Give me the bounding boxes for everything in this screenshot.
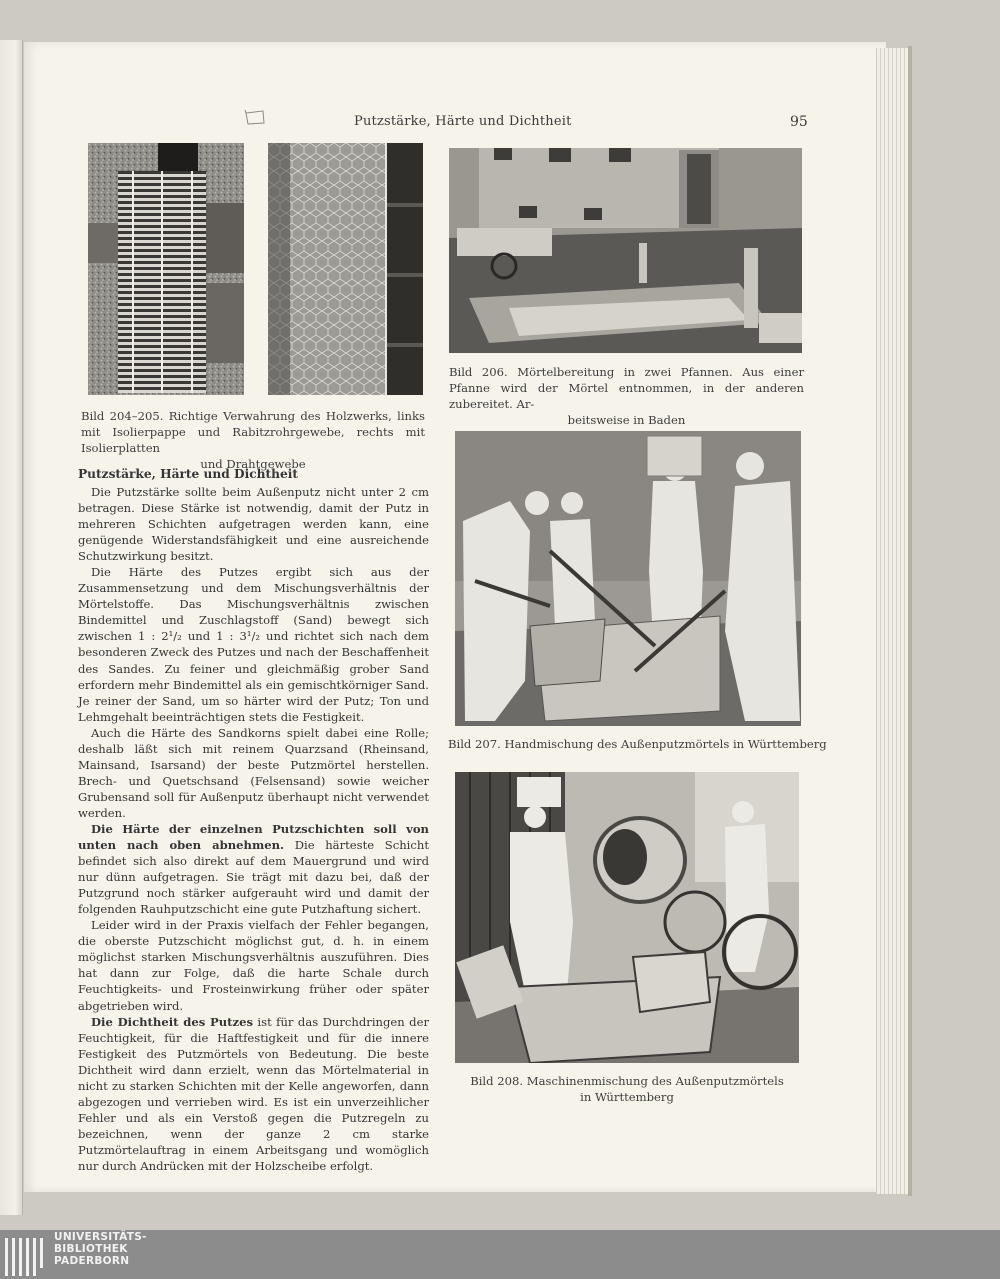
library-name-line: UNIVERSITÄTS-: [54, 1231, 147, 1243]
photo-bild-206: [449, 148, 802, 353]
emphasis: Die Dichtheit des Putzes: [91, 1014, 254, 1029]
book-cover-edge: [908, 46, 912, 1196]
paragraph: Die Putzstärke sollte beim Außenputz nicht unter 2 cm betragen. Diese Stärke ist notwendig, damit der Putz in mehreren Schichten aufgetragen werden kann, eine genügende Widerstandsfähigkeit und eine ausreichende Schutzwirkung besitzt.: [78, 485, 429, 564]
article-body: [78, 466, 429, 1174]
pencil-mark: [244, 109, 266, 127]
paragraph: [78, 821, 429, 917]
library-name-line: BIBLIOTHEK: [54, 1243, 128, 1255]
library-name: [54, 1231, 174, 1267]
caption-bild-204-205: [81, 408, 425, 472]
emphasis: Die Härte der einzelnen Putzschichten soll von unten nach oben abnehmen.: [78, 821, 429, 853]
photo-bild-207: [455, 431, 801, 726]
caption-text-last: beitsweise in Baden: [567, 413, 686, 427]
section-heading: Putzstärke, Härte und Dichtheit: [78, 467, 298, 481]
caption-bild-207: Bild 207. Handmischung des Außenputzmörtels in Württemberg: [448, 737, 827, 751]
paragraph: [78, 1014, 429, 1174]
photo-bild-208: [455, 772, 799, 1063]
paragraph: Die Härte des Putzes ergibt sich aus der Zusammensetzung und dem Mischungsverhältnis der Mörtelstoffe. Das Mischungsverhältnis zwischen Bindemittel und Zuschlagstoff (Sand) bewegt sich zwischen 1 : 2¹/₂ und 1 : 3¹/₂ und richtet sich nach dem besonderen Zweck des Putzes und nach der Beschaffenheit des Sandes. Zu feiner und gleichmäßig grober Sand erfordern mehr Bindemittel als ein gemischtkörniger Sand. Je reiner der Sand, um so härter wird der Putz; Ton und Lehmgehalt beeinträchtigen stets die Festigkeit.: [78, 565, 429, 724]
caption-text-last: und Drahtgewebe: [200, 457, 306, 471]
photo-bild-205: [268, 143, 423, 395]
paragraph: Leider wird in der Praxis vielfach der Fehler begangen, die oberste Putzschicht möglichst gut, d. h. in einem möglichst starken Mischungsverhältnis auszuführen. Dies hat dann zur Folge, daß die harte Schale durch Feuchtigkeits- und Frosteinwirkung früher oder später abgetrieben wird.: [78, 918, 429, 1013]
caption-text: Bild 204–205. Richtige Verwahrung des Holzwerks, links mit Isolierpappe und Rabitzrohrgewebe, rechts mit Isolierplatten: [81, 409, 425, 455]
caption-bild-208: [455, 1073, 799, 1105]
caption-bild-206: [449, 364, 804, 428]
paragraph-text: ist für das Durchdringen der Feuchtigkeit, für die Haftfestigkeit und für die innere Festigkeit des Putzmörtels von Bedeutung. Die beste Dichtheit wird dann erzielt, wenn das Mörtelmaterial in nicht zu starken Schichten mit der Kelle angeworfen, dann abgezogen und verrieben wird. Es ist ein unverzeihlicher Fehler und als ein Verstoß gegen die Putzregeln zu bezeichnen, wenn der ganze 2 cm starke Putzmörtelauftrag in einem Arbeitsgang und womöglich nur durch Andrücken mit der Holzscheibe erfolgt.: [78, 1014, 429, 1173]
photo-bild-204: [88, 143, 244, 395]
library-name-line: PADERBORN: [54, 1255, 130, 1267]
page-number: 95: [790, 114, 808, 130]
running-header: Putzstärke, Härte und Dichtheit: [354, 114, 572, 129]
page-stack-edge: [876, 48, 909, 1194]
caption-text-last: in Württemberg: [580, 1090, 674, 1104]
left-page-edge: [0, 40, 23, 1215]
caption-text: Bild 208. Maschinenmischung des Außenputzmörtels: [470, 1074, 784, 1088]
caption-text: Bild 206. Mörtelbereitung in zwei Pfannen. Aus einer Pfanne wird der Mörtel entnommen, in der anderen zubereitet. Ar-: [449, 365, 804, 411]
library-logo-icon: [2, 1232, 46, 1278]
paragraph-text: Die härteste Schicht befindet sich also direkt auf dem Mauergrund und wird nur dünn aufgetragen. Sie trägt mit dazu bei, daß der Putzgrund noch stärker aufgerauht wird und damit der folgenden Rauhputzschicht eine gute Putzhaftung sichert.: [78, 838, 430, 917]
paragraph: Auch die Härte des Sandkorns spielt dabei eine Rolle; deshalb läßt sich mit reinem Quarzsand (Rheinsand, Mainsand, Isarsand) der beste Putzmörtel herstellen. Brech- und Quetschsand (Felsensand) sowie weicher Grubensand soll für Außenputz überhaupt nicht verwendet werden.: [78, 725, 429, 820]
